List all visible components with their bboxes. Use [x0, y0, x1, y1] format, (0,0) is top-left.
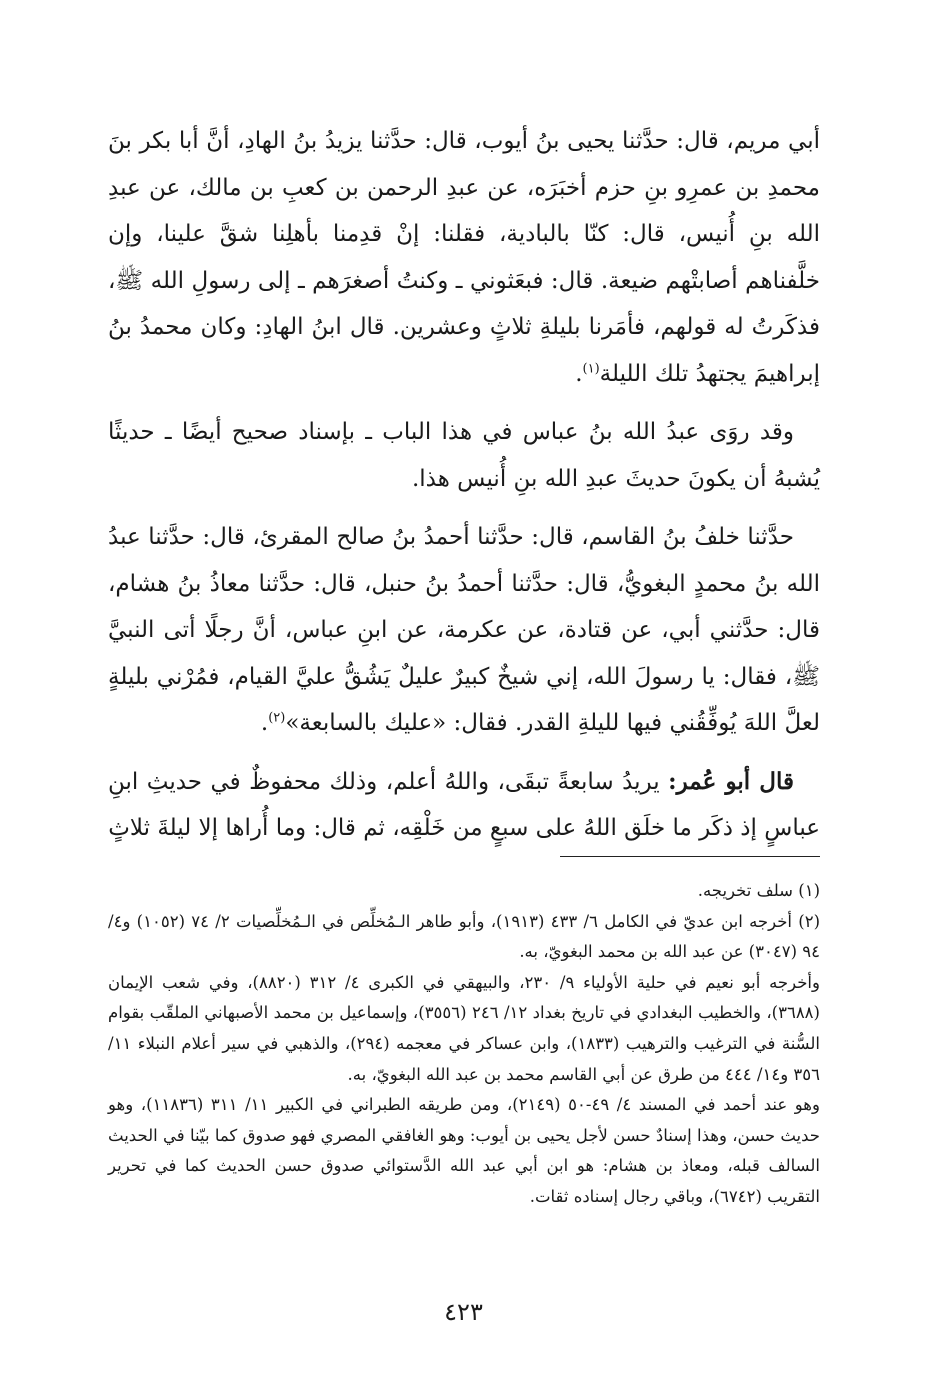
footnote-separator [560, 856, 820, 857]
paragraph-1-end: . [575, 360, 583, 387]
paragraph-1 [108, 118, 820, 397]
page-number: ٤٢٣ [444, 1298, 483, 1326]
footnote-2-part-c: وهو عند أحمد في المسند ٤/ ٤٩-٥٠ (٢١٤٩)، ومن طريقه الطبراني في الكبير ١١/ ٣١١ (١١٨٣٦)، وهو حديث حسن، وهذا إسنادٌ حسن لأجل يحيى بن أيوب: وهو الغافقي المصري فهو صدوق كما بيّنا في الحديث السالف قبله، ومعاذ بن هشام: هو ابن أبي عبد الله الدَّستوائي صدوق حسن الحديث كما في تحرير التقريب (٦٧٤٢)، وباقي رجال إسناده ثقات. [108, 1095, 820, 1206]
main-text-block [108, 118, 820, 852]
paragraph-3 [108, 514, 820, 747]
footnote-2-part-a: (٢) أخرجه ابن عديّ في الكامل ٦/ ٤٣٣ (١٩١٣)، وأبو طاهر الـمُخلِّص في الـمُخلِّصيات ٢/ ٧٤ (١٠٥٢) و٤/ ٩٤ (٣٠٤٧) عن عبد الله بن محمد البغويّ، به. [108, 911, 821, 962]
paragraph-4-text: يريدُ سابعةً تبقَى، واللهُ أعلم، وذلك محفوظٌ في حديثِ ابنِ عباسٍ إذ ذكَر ما خلَق اللهُ على سبعٍ من خَلْقِه، ثم قال: وما أُراها إلا ليلةَ ثلاثٍ [108, 768, 820, 841]
paragraph-1-text: أبي مريم، قال: حدَّثنا يحيى بنُ أيوب، قال: حدَّثنا يزيدُ بنُ الهادِ، أنَّ أبا بكر بنَ محمدِ بن عمرِو بنِ حزم أخبَرَه، عن عبدِ الرحمن بن كعبِ بن مالك، عن عبدِ الله بنِ أُنيس، قال: كنّا بالبادية، فقلنا: إنْ قدِمنا بأهلِنا شقَّ علينا، وإن خلَّفناهم أصابتْهم ضيعة. قال: فبعَثوني ـ وكنتُ أصغرَهم ـ إلى رسولِ الله ﷺ، فذكَرتُ له قولهم، فأمَرنا بليلةِ ثلاثٍ وعشرين. قال ابنُ الهادِ: وكان محمدُ بنُ إبراهيمَ يجتهدُ تلك الليلة [108, 128, 820, 387]
paragraph-3-text: حدَّثنا خلفُ بنُ القاسم، قال: حدَّثنا أحمدُ بنُ صالح المقرئ، قال: حدَّثنا عبدُ الله بنُ محمدٍ البغويُّ، قال: حدَّثنا أحمدُ بنُ حنبل، قال: حدَّثنا معاذُ بنُ هشام، قال: حدَّثني أبي، عن قتادة، عن عكرمة، عن ابنِ عباس، أنَّ رجلًا أتى النبيَّ ﷺ، فقال: يا رسولَ الله، إني شيخٌ كبيرٌ عليلٌ يَشُقُّ عليَّ القيام، فمُرْني بليلةٍ لعلَّ اللهَ يُوفِّقُني فيها لليلةِ القدر. فقال: «عليك بالسابعة» [108, 524, 820, 736]
footnotes-block [108, 876, 820, 1213]
footnote-2-part-b: وأخرجه أبو نعيم في حلية الأولياء ٩/ ٢٣٠، والبيهقي في الكبرى ٤/ ٣١٢ (٨٨٢٠)، وفي شعب الإيمان (٣٦٨٨)، والخطيب البغدادي في تاريخ بغداد ١٢/ ٢٤٦ (٣٥٥٦)، وإسماعيل بن محمد الأصبهاني الملقّب بقوام السُّنة في الترغيب والترهيب (١٨٣٣)، وابن عساكر في معجمه (٢٩٤)، والذهبي في سير أعلام النبلاء ١١/ ٣٥٦ و١٤/ ٤٤٤ من طرق عن أبي القاسم محمد بن عبد الله البغويّ، به. [108, 972, 821, 1084]
footnote-1: (١) سلف تخريجه. [697, 881, 820, 900]
paragraph-2: وقد روَى عبدُ الله بنُ عباس في هذا الباب ـ بإسناد صحيح أيضًا ـ حديثًا يُشبهُ أن يكونَ حديثَ عبدِ الله بنِ أُنيس هذا. [108, 419, 820, 492]
footnote-ref-2: (٢) [268, 710, 286, 726]
paragraph-4-lead: قال أبو عُمر: [668, 767, 794, 795]
paragraph-3-end: . [260, 710, 269, 736]
paragraph-4 [108, 759, 820, 852]
footnote-ref-1: (١) [582, 360, 600, 376]
